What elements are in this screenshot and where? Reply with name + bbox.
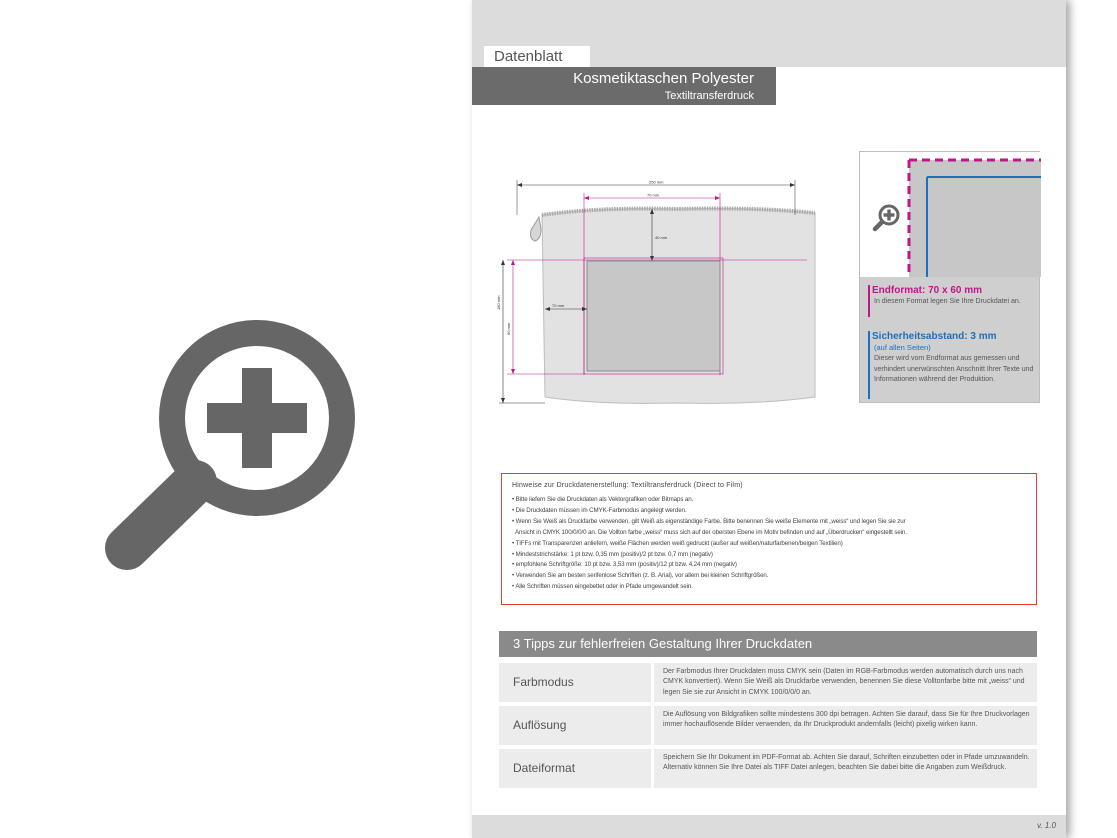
sicherheit-subtitle: (auf allen Seiten) [874, 343, 931, 352]
hint-item: • empfohlene Schriftgröße: 10 pt bzw. 3,53 mm (positiv)/12 pt bzw. 4,24 mm (negativ) [512, 561, 737, 569]
tip-text: Der Farbmodus Ihrer Druckdaten muss CMYK sein (Daten im RGB-Farbmodus werden automatisch durch uns nach CMYK konvertiert). Wenn Sie Weiß als Druckfarbe verwenden, benennen Sie diese Volltonfarbe bitte mit „weiss“ und legen Sie sie zur Ansicht in CMYK 100/0/0/0 an. [654, 663, 1037, 702]
hint-item: • Die Druckdaten müssen im CMYK-Farbmodus angelegt werden. [512, 506, 687, 514]
left-offset-label: 70 mm [552, 303, 565, 308]
endformat-title: Endformat: 70 x 60 mm [872, 285, 983, 296]
zoom-in-icon[interactable] [105, 300, 375, 570]
tip-text: Die Auflösung von Bildgrafiken sollte mindestens 300 dpi betragen. Achten Sie darauf, dass Sie für Ihre Druckvorlagen immer hochauflösende Bilder verwenden, da Ihr Druckprodukt andernfalls (leicht) pixelig wirken kann. [654, 706, 1037, 745]
product-drawing [497, 175, 837, 415]
page-subtitle: Textiltransferdruck [664, 90, 754, 102]
hint-item: • Alle Schriften müssen eingebettet oder in Pfade umgewandelt sein. [512, 583, 693, 591]
width-print-label: 70 mm [647, 192, 660, 198]
print-hints-box [501, 473, 1037, 605]
hints-list [512, 495, 1028, 593]
tip-label: Farbmodus [499, 663, 651, 702]
tip-row-aufloesung [499, 706, 1037, 745]
page-title: Kosmetiktaschen Polyester [573, 70, 754, 87]
hint-item: • Bitte liefern Sie die Druckdaten als Vektorgrafiken oder Bitmaps an. [512, 496, 694, 503]
endformat-text: In diesem Format legen Sie Ihre Druckdatei an. [874, 298, 1021, 305]
height-total-label: 180 mm [496, 295, 501, 310]
sicherheit-title: Sicherheitsabstand: 3 mm [872, 331, 997, 342]
hints-title: Hinweise zur Druckdatenerstellung: Textiltransferdruck (Direct to Film) [512, 482, 743, 489]
hint-item: • Mindeststrichstärke: 1 pt bzw. 0,35 mm (positiv)/2 pt bzw. 0,7 mm (negativ) [512, 550, 713, 558]
hint-item: • Verwenden Sie am besten serifenlose Schriften (z. B. Arial), vor allem bei kleinen Schriftgrößen. [512, 572, 769, 580]
tip-label: Auflösung [499, 706, 651, 745]
tips-header: 3 Tipps zur fehlerfreien Gestaltung Ihrer Druckdaten [499, 631, 1037, 657]
version-label: v. 1.0 [1037, 821, 1056, 830]
hint-item: • TIFFs mit Transparenzen anliefern, weiße Flächen werden weiß gedruckt (außer auf weißen/naturfarbenen/beigen Textilien) [512, 539, 843, 547]
tip-text: Speichern Sie Ihr Dokument im PDF-Format ab. Achten Sie darauf, Schriften einzubetten oder in Pfade umzuwandeln. Alternativ können Sie Ihre Datei als TIFF Datei anlegen, beachten Sie dabei bitte die Angaben zum Weißdruck. [654, 749, 1037, 788]
hint-item: Ansicht in CMYK 100/0/0/0 an. Die Vollton farbe „weiss“ muss sich auf der obersten Ebene im Motiv befinden und auf „Überdrucken“ eingestellt sein. [515, 528, 907, 536]
sicherheit-text: Dieser wird vom Endformat aus gemessen und verhindert unerwünschten Anschnitt Ihrer Texte und Informationen während der Produktion. [874, 355, 1034, 383]
print-area [587, 261, 720, 371]
width-total-label: 250 mm [649, 179, 664, 185]
title-bar [472, 67, 776, 105]
zoom-in-icon[interactable] [872, 202, 902, 232]
height-print-label: 60 mm [506, 322, 511, 335]
hint-item: • Wenn Sie Weiß als Druckfarbe verwenden, gilt Weiß als eigenständige Farbe. Bitte benennen Sie weiße Elemente mit „weiss“ und legen Sie sie zur [512, 517, 906, 525]
tip-label: Dateiformat [499, 749, 651, 788]
top-offset-label: 40 mm [655, 235, 668, 240]
footer-band [472, 815, 1066, 838]
tip-row-dateiformat [499, 749, 1037, 788]
tip-row-farbmodus [499, 663, 1037, 702]
zipper-pull [531, 217, 542, 241]
format-preview [859, 151, 1040, 403]
datasheet-page [472, 0, 1066, 838]
datasheet-tab-label: Datenblatt [484, 46, 590, 67]
